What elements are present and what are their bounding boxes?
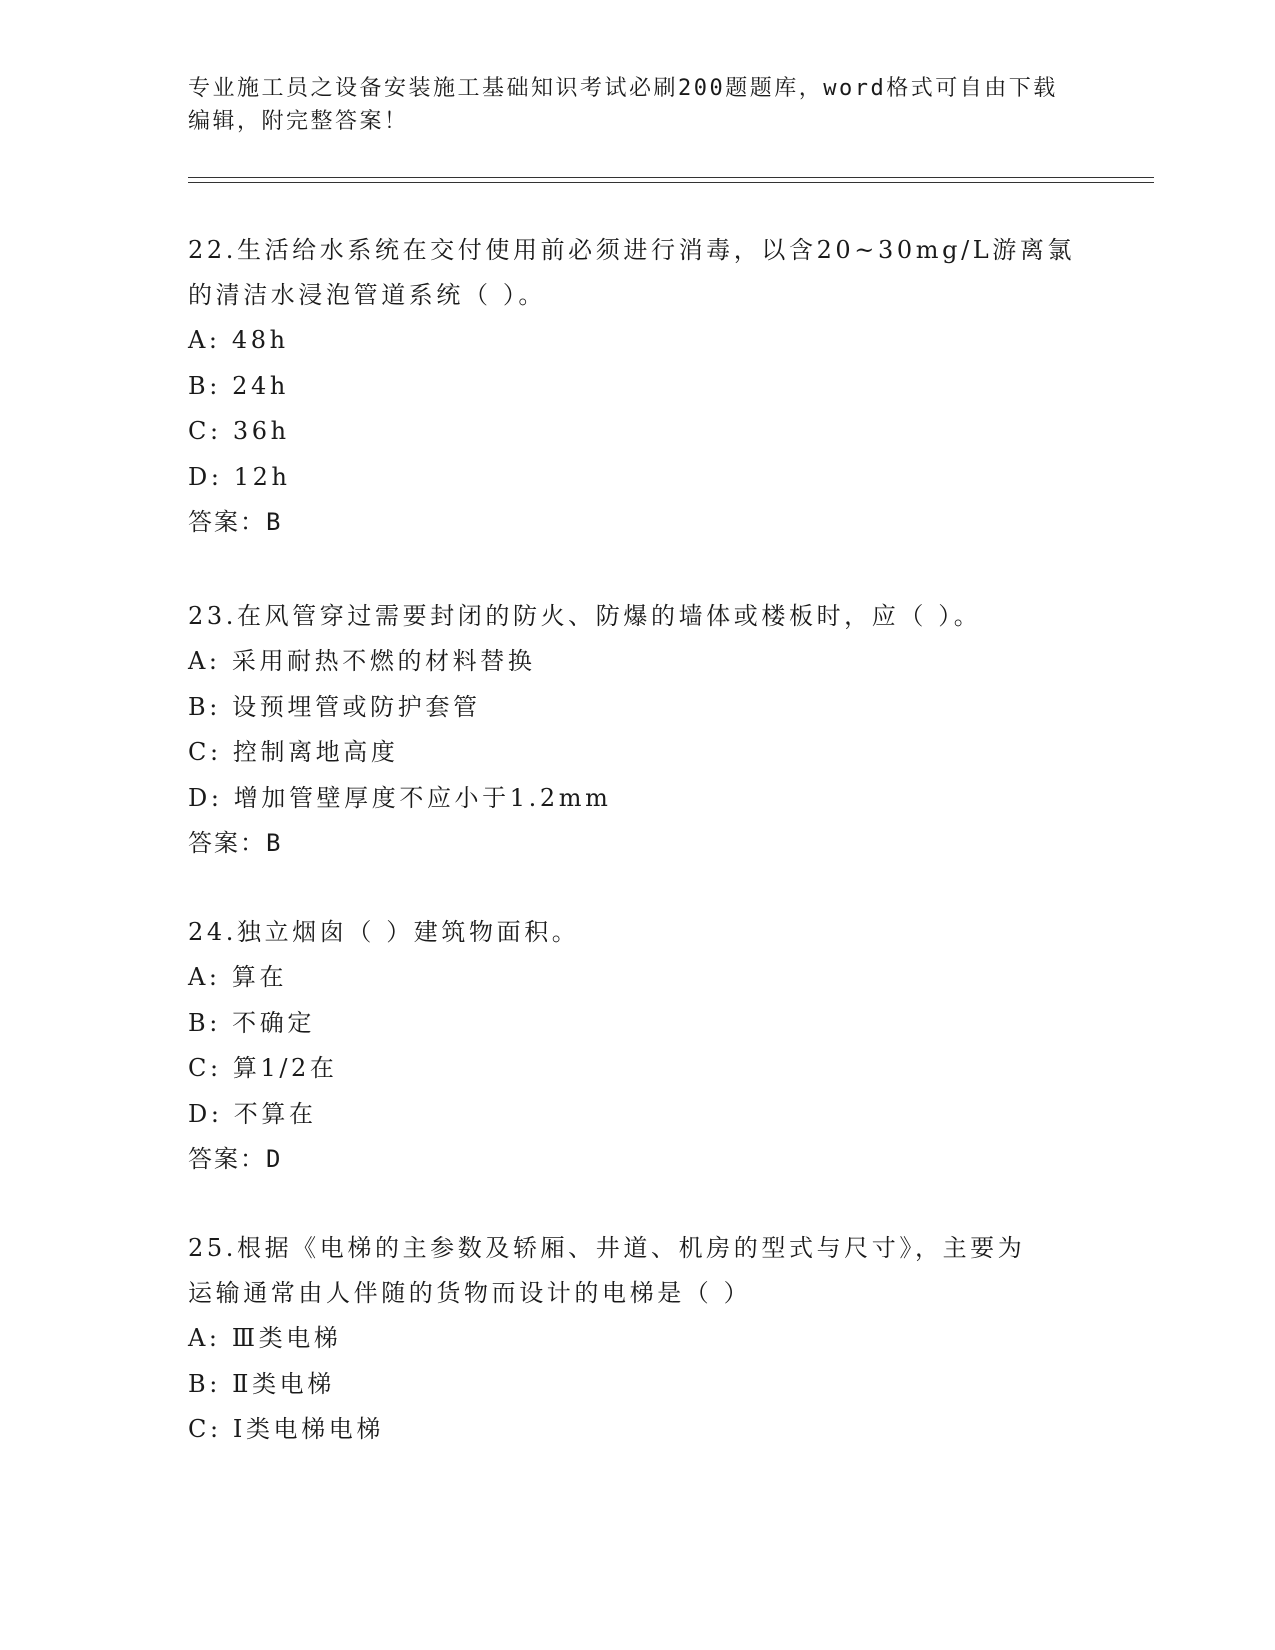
question-stem-line: 24.独立烟囱（ ）建筑物面积。 (188, 918, 580, 946)
header-divider-top (188, 177, 1154, 178)
question-22 (188, 228, 1088, 546)
option-b: B: 不确定 (188, 1008, 315, 1037)
option-c: C: 36h (188, 417, 290, 445)
answer-line: 答案：B (188, 829, 283, 857)
option-b: B: 设预埋管或防护套管 (188, 692, 481, 721)
question-25 (188, 1226, 1088, 1453)
option-a: A: 算在 (188, 963, 288, 991)
header-line-1: 专业施工员之设备安装施工基础知识考试必刷200题题库，word格式可自由下载 (188, 76, 1058, 101)
option-b: B: 24h (188, 371, 289, 400)
question-stem-line: 23.在风管穿过需要封闭的防火、防爆的墙体或楼板时，应（ ）。 (188, 602, 982, 630)
option-b: B: Ⅱ类电梯 (188, 1369, 335, 1398)
question-stem-line: 运输通常由人伴随的货物而设计的电梯是（ ） (188, 1279, 752, 1307)
header-line-2: 编辑，附完整答案！ (188, 109, 409, 134)
answer-line: 答案：D (188, 1145, 283, 1173)
question-stem-line: 25.根据《电梯的主参数及轿厢、井道、机房的型式与尺寸》，主要为 (188, 1234, 1026, 1262)
question-23 (188, 594, 1088, 867)
question-stem-line: 的清洁水浸泡管道系统（ ）。 (188, 281, 547, 309)
option-a: A: Ⅲ类电梯 (188, 1324, 342, 1352)
option-d: D: 不算在 (188, 1099, 317, 1128)
document-header (188, 72, 1088, 138)
header-divider-bottom (188, 182, 1154, 183)
question-24 (188, 910, 1088, 1183)
option-a: A: 48h (188, 326, 289, 354)
option-d: D: 12h (188, 462, 291, 491)
option-c: C: Ⅰ类电梯电梯 (188, 1415, 384, 1443)
option-d: D: 增加管壁厚度不应小于1.2mm (188, 783, 612, 812)
answer-line: 答案：B (188, 508, 283, 536)
option-a: A: 采用耐热不燃的材料替换 (188, 647, 536, 675)
option-c: C: 算1/2在 (188, 1054, 338, 1082)
question-stem-line: 22.生活给水系统在交付使用前必须进行消毒，以含20~30mg/L游离氯 (188, 236, 1076, 264)
option-c: C: 控制离地高度 (188, 738, 399, 766)
